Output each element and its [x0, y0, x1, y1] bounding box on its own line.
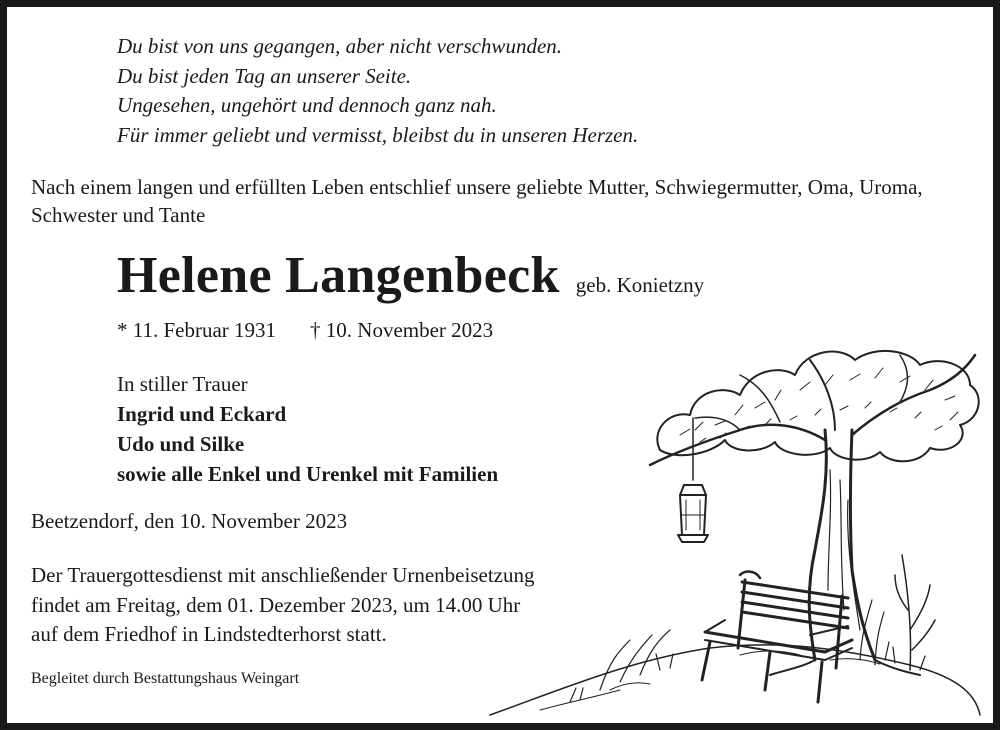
tree-with-bench-icon: [480, 330, 985, 720]
poem-line: Du bist von uns gegangen, aber nicht verschwunden.: [117, 34, 563, 58]
death-date: † 10. November 2023: [310, 318, 494, 342]
service-line: Der Trauergottesdienst mit anschließender Urnenbeisetzung: [31, 563, 535, 587]
service-line: auf dem Friedhof in Lindstedterhorst statt.: [31, 622, 387, 646]
mourner-name: Udo und Silke: [117, 432, 245, 456]
mourners: [117, 369, 498, 489]
life-dates: [117, 318, 493, 343]
poem: [117, 32, 638, 150]
place-date: Beetzendorf, den 10. November 2023: [31, 509, 348, 533]
poem-line: Ungesehen, ungehört und dennoch ganz nah.: [117, 93, 497, 117]
service-line: findet am Freitag, dem 01. Dezember 2023, um 14.00 Uhr: [31, 592, 521, 617]
funeral-home-credit: Begleitet durch Bestattungshaus Weingart: [31, 670, 300, 687]
mourner-name: sowie alle Enkel und Urenkel mit Familien: [117, 462, 499, 486]
deceased-name: Helene Langenbeck: [117, 247, 560, 304]
intro-text: Nach einem langen und erfüllten Leben entschlief unsere geliebte Mutter, Schwiegermutter, Oma, Uroma, Schwester und Tante: [31, 175, 923, 227]
birth-name: geb. Konietzny: [575, 273, 705, 297]
mourners-heading: In stiller Trauer: [117, 372, 248, 396]
tree-bench-illustration: [480, 330, 985, 720]
service-info: [31, 561, 535, 650]
mourner-name: Ingrid und Eckard: [117, 402, 287, 426]
poem-line: Du bist jeden Tag an unserer Seite.: [117, 63, 412, 88]
deceased-name-row: [117, 246, 704, 305]
poem-line: Für immer geliebt und vermisst, bleibst du in unseren Herzen.: [117, 122, 639, 147]
birth-date: * 11. Februar 1931: [117, 318, 277, 342]
